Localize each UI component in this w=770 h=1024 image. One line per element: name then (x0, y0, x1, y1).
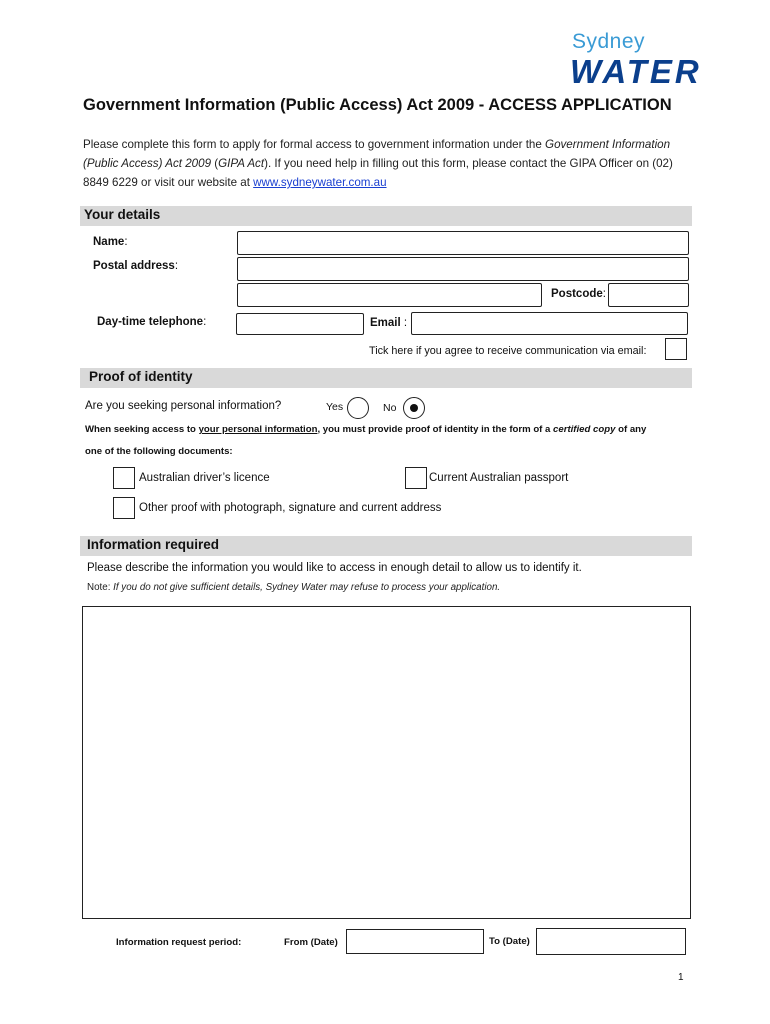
name-input[interactable] (237, 231, 689, 255)
passport-label: Current Australian passport (429, 472, 569, 484)
postal-address-label: Postal address: (93, 260, 179, 272)
passport-checkbox[interactable] (405, 467, 427, 489)
section-heading-information-required: Information required (87, 537, 220, 552)
section-heading-proof-of-identity: Proof of identity (89, 369, 193, 384)
website-link[interactable]: www.sydneywater.com.au (253, 176, 387, 189)
logo-text-sydney: Sydney (572, 30, 646, 53)
request-period-label: Information request period: (116, 937, 242, 948)
intro-act-name: Government Information (Public Access) Act 2009 (83, 138, 671, 170)
postal-address-line2-input[interactable] (237, 283, 542, 307)
email-consent-checkbox[interactable] (665, 338, 687, 360)
email-consent-label: Tick here if you agree to receive communication via email: (369, 345, 647, 357)
intro-act-short: GIPA Act (218, 157, 265, 170)
daytime-telephone-input[interactable] (236, 313, 364, 335)
no-label: No (383, 402, 397, 414)
intro-text-3: ). If you need help in filling out this form, please contact the GIPA Officer on (02) 8849 6229 or visit our website at (83, 157, 673, 189)
information-note: Note: If you do not give sufficient details, Sydney Water may refuse to process your application. (87, 582, 501, 593)
page-number: 1 (678, 972, 684, 983)
to-date-input[interactable] (536, 928, 686, 955)
postal-address-input[interactable] (237, 257, 689, 281)
other-proof-checkbox[interactable] (113, 497, 135, 519)
section-your-details (80, 206, 692, 226)
logo-text-water: WATER (570, 53, 702, 90)
name-label: Name: (93, 236, 128, 248)
drivers-licence-checkbox[interactable] (113, 467, 135, 489)
proof-notice-line1: When seeking access to your personal information, you must provide proof of identity in the form of a certified copy of any (85, 424, 647, 435)
intro-text-1: Please complete this form to apply for formal access to government information under the (83, 138, 546, 151)
daytime-telephone-label: Day-time telephone: (97, 316, 207, 328)
other-proof-label: Other proof with photograph, signature and current address (139, 502, 442, 514)
page-title: Government Information (Public Access) Act 2009 - ACCESS APPLICATION (83, 96, 672, 114)
section-information-required (80, 536, 692, 556)
sydney-water-logo (560, 26, 710, 90)
postcode-label: Postcode: (551, 288, 606, 300)
email-input[interactable] (411, 312, 688, 335)
from-date-input[interactable] (346, 929, 484, 954)
personal-info-question: Are you seeking personal information? (85, 400, 282, 412)
from-date-label: From (Date) (284, 937, 338, 948)
to-date-label: To (Date) (489, 936, 530, 947)
postcode-input[interactable] (608, 283, 689, 307)
information-description-textarea[interactable] (82, 606, 691, 919)
intro-paragraph (83, 135, 693, 192)
no-radio[interactable] (403, 397, 425, 419)
section-proof-of-identity (80, 368, 692, 388)
information-instruction: Please describe the information you would like to access in enough detail to allow us to identify it. (87, 562, 582, 574)
yes-radio[interactable] (347, 397, 369, 419)
proof-notice-line2: one of the following documents: (85, 446, 233, 457)
email-label: Email : (370, 317, 408, 329)
yes-label: Yes (326, 401, 344, 413)
drivers-licence-label: Australian driver’s licence (139, 472, 270, 484)
section-heading-your-details: Your details (84, 207, 161, 222)
intro-text-2: ( (211, 157, 219, 170)
